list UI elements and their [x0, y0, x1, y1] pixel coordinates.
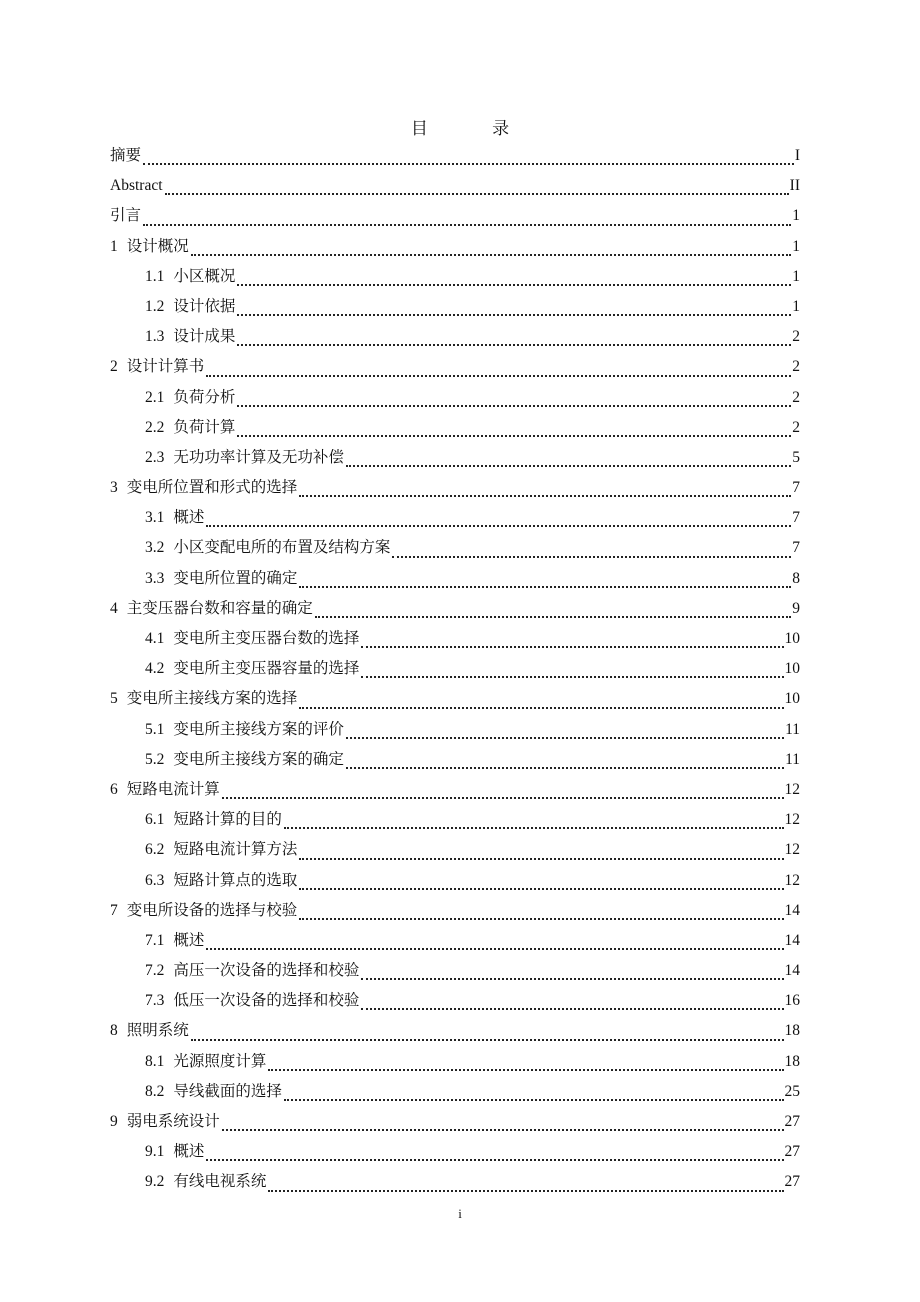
toc-entry-page: 1 [792, 207, 800, 225]
dot-leader [346, 465, 791, 467]
toc-entry-title: 引言 [110, 207, 142, 225]
toc-entry-page: 10 [784, 660, 800, 678]
toc-entry-title: 负荷分析 [173, 388, 236, 406]
toc-entry-page: I [794, 147, 800, 164]
toc-entry-number: 6.3 [145, 871, 165, 889]
toc-entry-number: 7.1 [145, 931, 165, 949]
dot-leader [315, 616, 791, 618]
toc-entry-number: 5.1 [145, 720, 165, 738]
toc-entry-page: 27 [784, 1113, 800, 1130]
dot-leader [361, 676, 783, 678]
toc-entry-number: 3.2 [145, 539, 165, 557]
dot-leader [284, 1099, 784, 1101]
dot-leader [299, 707, 783, 709]
toc-entry[interactable] [110, 352, 800, 382]
toc-entry[interactable] [110, 443, 800, 473]
dot-leader [222, 1129, 784, 1131]
dot-leader [165, 193, 789, 195]
dot-leader [206, 525, 791, 527]
toc-entry-title: Abstract [110, 177, 163, 195]
toc-entry-page: 9 [792, 599, 800, 617]
dot-leader [299, 888, 783, 890]
toc-entry-page: 11 [785, 720, 800, 738]
toc-entry-page: 7 [792, 539, 800, 557]
toc-entry[interactable] [110, 1047, 800, 1077]
toc-entry-title: 小区概况 [173, 267, 236, 285]
dot-leader [237, 284, 791, 286]
toc-entry[interactable] [110, 624, 800, 654]
dot-leader [361, 978, 783, 980]
dot-leader [284, 827, 784, 829]
toc-entry-page: 12 [784, 811, 800, 829]
dot-leader [206, 375, 791, 377]
toc-entry-number: 8.2 [145, 1082, 165, 1100]
toc-entry[interactable] [110, 383, 800, 413]
toc-entry-page: 10 [784, 690, 800, 708]
toc-entry[interactable] [110, 986, 800, 1016]
toc-entry-number: 3.1 [145, 509, 165, 527]
toc-entry-title: 设计依据 [173, 297, 236, 315]
toc-entry[interactable] [110, 322, 800, 352]
toc-entry-page: 1 [792, 237, 800, 255]
toc-entry-page: 18 [784, 1022, 800, 1040]
toc-entry[interactable] [110, 684, 800, 714]
toc-entry-title: 有线电视系统 [173, 1173, 267, 1191]
toc-entry-number: 4 [110, 599, 118, 617]
dot-leader [299, 495, 791, 497]
toc-entry-title: 无功功率计算及无功补偿 [173, 448, 344, 466]
toc-entry[interactable] [110, 533, 800, 563]
dot-leader [268, 1069, 783, 1071]
toc-entry[interactable] [110, 262, 800, 292]
toc-entry-title: 变电所主接线方案的评价 [173, 720, 344, 738]
toc-entry-title: 短路计算点的选取 [173, 871, 298, 889]
toc-entry-number: 2.2 [145, 418, 165, 436]
toc-entry-title: 光源照度计算 [173, 1052, 267, 1070]
toc-entry-title: 概述 [173, 931, 205, 949]
toc-entry-title: 设计概况 [126, 237, 189, 255]
toc-entry-title: 变电所主变压器台数的选择 [173, 630, 360, 647]
toc-entry-title: 设计成果 [173, 328, 236, 346]
dot-leader [206, 1159, 783, 1161]
toc-entry-title: 弱电系统设计 [126, 1113, 220, 1130]
toc-entry-number: 9.1 [145, 1143, 165, 1161]
toc-entry[interactable] [110, 503, 800, 533]
toc-entry-page: 27 [784, 1173, 800, 1191]
toc-entry-page: 25 [784, 1082, 800, 1100]
toc-entry-title: 变电所位置的确定 [173, 569, 298, 587]
toc-entry-page: 1 [792, 297, 800, 315]
toc-entry-title: 短路电流计算方法 [173, 841, 298, 859]
dot-leader [222, 797, 784, 799]
dot-leader [299, 586, 791, 588]
dot-leader [346, 767, 784, 769]
toc-entry[interactable] [110, 896, 800, 926]
dot-leader [206, 948, 783, 950]
dot-leader [237, 435, 791, 437]
toc-entry[interactable] [110, 564, 800, 594]
toc-entry-title: 摘要 [110, 147, 142, 164]
toc-entry-number: 3 [110, 479, 118, 497]
toc-entry-number: 8.1 [145, 1052, 165, 1070]
toc-entry[interactable] [110, 926, 800, 956]
toc-entry-number: 5.2 [145, 750, 165, 768]
toc-entry-title: 照明系统 [126, 1022, 189, 1040]
toc-entry-page: 12 [784, 841, 800, 859]
toc-entry-page: 18 [784, 1052, 800, 1070]
toc-entry-title: 主变压器台数和容量的确定 [126, 599, 313, 617]
toc-entry-page: 8 [792, 569, 800, 587]
dot-leader [237, 314, 791, 316]
toc-entry[interactable] [110, 1016, 800, 1046]
toc-entry-number: 2.3 [145, 448, 165, 466]
toc-entry[interactable] [110, 141, 800, 171]
toc-entry-page: 14 [784, 962, 800, 980]
toc-entry[interactable] [110, 171, 800, 201]
toc-entry-title: 低压一次设备的选择和校验 [173, 992, 360, 1010]
toc-entry-title: 高压一次设备的选择和校验 [173, 962, 360, 980]
toc-entry-number: 2.1 [145, 388, 165, 406]
toc-entry-page: 27 [784, 1143, 800, 1161]
toc-entry[interactable] [110, 654, 800, 684]
toc-entry[interactable] [110, 1137, 800, 1167]
toc-entry-number: 4.2 [145, 660, 165, 678]
dot-leader [361, 1008, 783, 1010]
toc-entry[interactable] [110, 835, 800, 865]
toc-entry-title: 概述 [173, 509, 205, 527]
toc-entry-page: II [789, 177, 800, 195]
toc-entry-number: 5 [110, 690, 118, 708]
toc-entry-page: 5 [792, 448, 800, 466]
toc-entry-number: 7.3 [145, 992, 165, 1010]
dot-leader [268, 1190, 783, 1192]
toc-entry-page: 2 [792, 418, 800, 436]
toc-entry-title: 概述 [173, 1143, 205, 1161]
dot-leader [143, 224, 791, 226]
toc-entry-number: 1.2 [145, 297, 165, 315]
toc-entry[interactable] [110, 745, 800, 775]
toc-entry-page: 7 [792, 509, 800, 527]
toc-entry-page: 2 [792, 328, 800, 346]
toc-entry-page: 2 [792, 358, 800, 376]
toc-entry-title: 变电所设备的选择与校验 [126, 901, 298, 919]
toc-entry[interactable] [110, 775, 800, 805]
toc-entry[interactable] [110, 956, 800, 986]
toc-entry-title: 变电所主接线方案的选择 [126, 690, 298, 708]
page-number: i [458, 1206, 462, 1221]
toc-entry[interactable] [110, 473, 800, 503]
toc-entry[interactable] [110, 866, 800, 896]
table-of-contents [110, 141, 800, 1198]
toc-entry-number: 9 [110, 1113, 118, 1130]
toc-entry-title: 变电所位置和形式的选择 [126, 479, 298, 497]
toc-entry[interactable] [110, 715, 800, 745]
dot-leader [191, 254, 791, 256]
toc-entry[interactable] [110, 232, 800, 262]
toc-entry-page: 2 [792, 388, 800, 406]
toc-entry-page: 7 [792, 479, 800, 497]
toc-entry-number: 7.2 [145, 962, 165, 980]
toc-entry-number: 6 [110, 780, 118, 798]
page-title: 目 录 [410, 119, 540, 138]
toc-entry-number: 7 [110, 901, 118, 919]
toc-entry-number: 6.2 [145, 841, 165, 859]
toc-entry-title: 变电所主接线方案的确定 [173, 750, 344, 768]
toc-entry-title: 变电所主变压器容量的选择 [173, 660, 360, 678]
dot-leader [346, 737, 784, 739]
toc-entry[interactable] [110, 1107, 800, 1137]
toc-entry[interactable] [110, 292, 800, 322]
toc-entry-page: 14 [784, 931, 800, 949]
dot-leader [299, 918, 783, 920]
toc-entry[interactable] [110, 805, 800, 835]
toc-entry-page: 12 [784, 780, 800, 798]
toc-entry[interactable] [110, 413, 800, 443]
toc-entry-number: 9.2 [145, 1173, 165, 1191]
toc-entry[interactable] [110, 201, 800, 231]
toc-entry-page: 1 [792, 267, 800, 285]
toc-entry-number: 1.1 [145, 267, 165, 285]
toc-entry-number: 1 [110, 237, 118, 255]
toc-entry-title: 设计计算书 [126, 358, 205, 376]
toc-entry-page: 14 [784, 901, 800, 919]
toc-entry-number: 6.1 [145, 811, 165, 829]
toc-entry-number: 3.3 [145, 569, 165, 587]
toc-entry[interactable] [110, 594, 800, 624]
toc-entry-page: 10 [784, 630, 800, 647]
dot-leader [361, 646, 783, 648]
dot-leader [191, 1039, 784, 1041]
toc-entry-number: 1.3 [145, 328, 165, 346]
dot-leader [299, 858, 783, 860]
toc-entry[interactable] [110, 1077, 800, 1107]
toc-entry-title: 短路计算的目的 [173, 811, 282, 829]
toc-entry-page: 12 [784, 871, 800, 889]
toc-entry[interactable] [110, 1167, 800, 1197]
dot-leader [237, 405, 791, 407]
dot-leader [392, 556, 791, 558]
toc-entry-number: 4.1 [145, 630, 165, 647]
toc-entry-title: 小区变配电所的布置及结构方案 [173, 539, 391, 557]
toc-entry-title: 短路电流计算 [126, 780, 220, 798]
dot-leader [237, 344, 791, 346]
toc-entry-number: 2 [110, 358, 118, 376]
toc-entry-page: 11 [785, 750, 800, 768]
toc-entry-title: 负荷计算 [173, 418, 236, 436]
toc-entry-number: 8 [110, 1022, 118, 1040]
dot-leader [143, 163, 794, 165]
toc-entry-page: 16 [784, 992, 800, 1010]
toc-entry-title: 导线截面的选择 [173, 1082, 282, 1100]
